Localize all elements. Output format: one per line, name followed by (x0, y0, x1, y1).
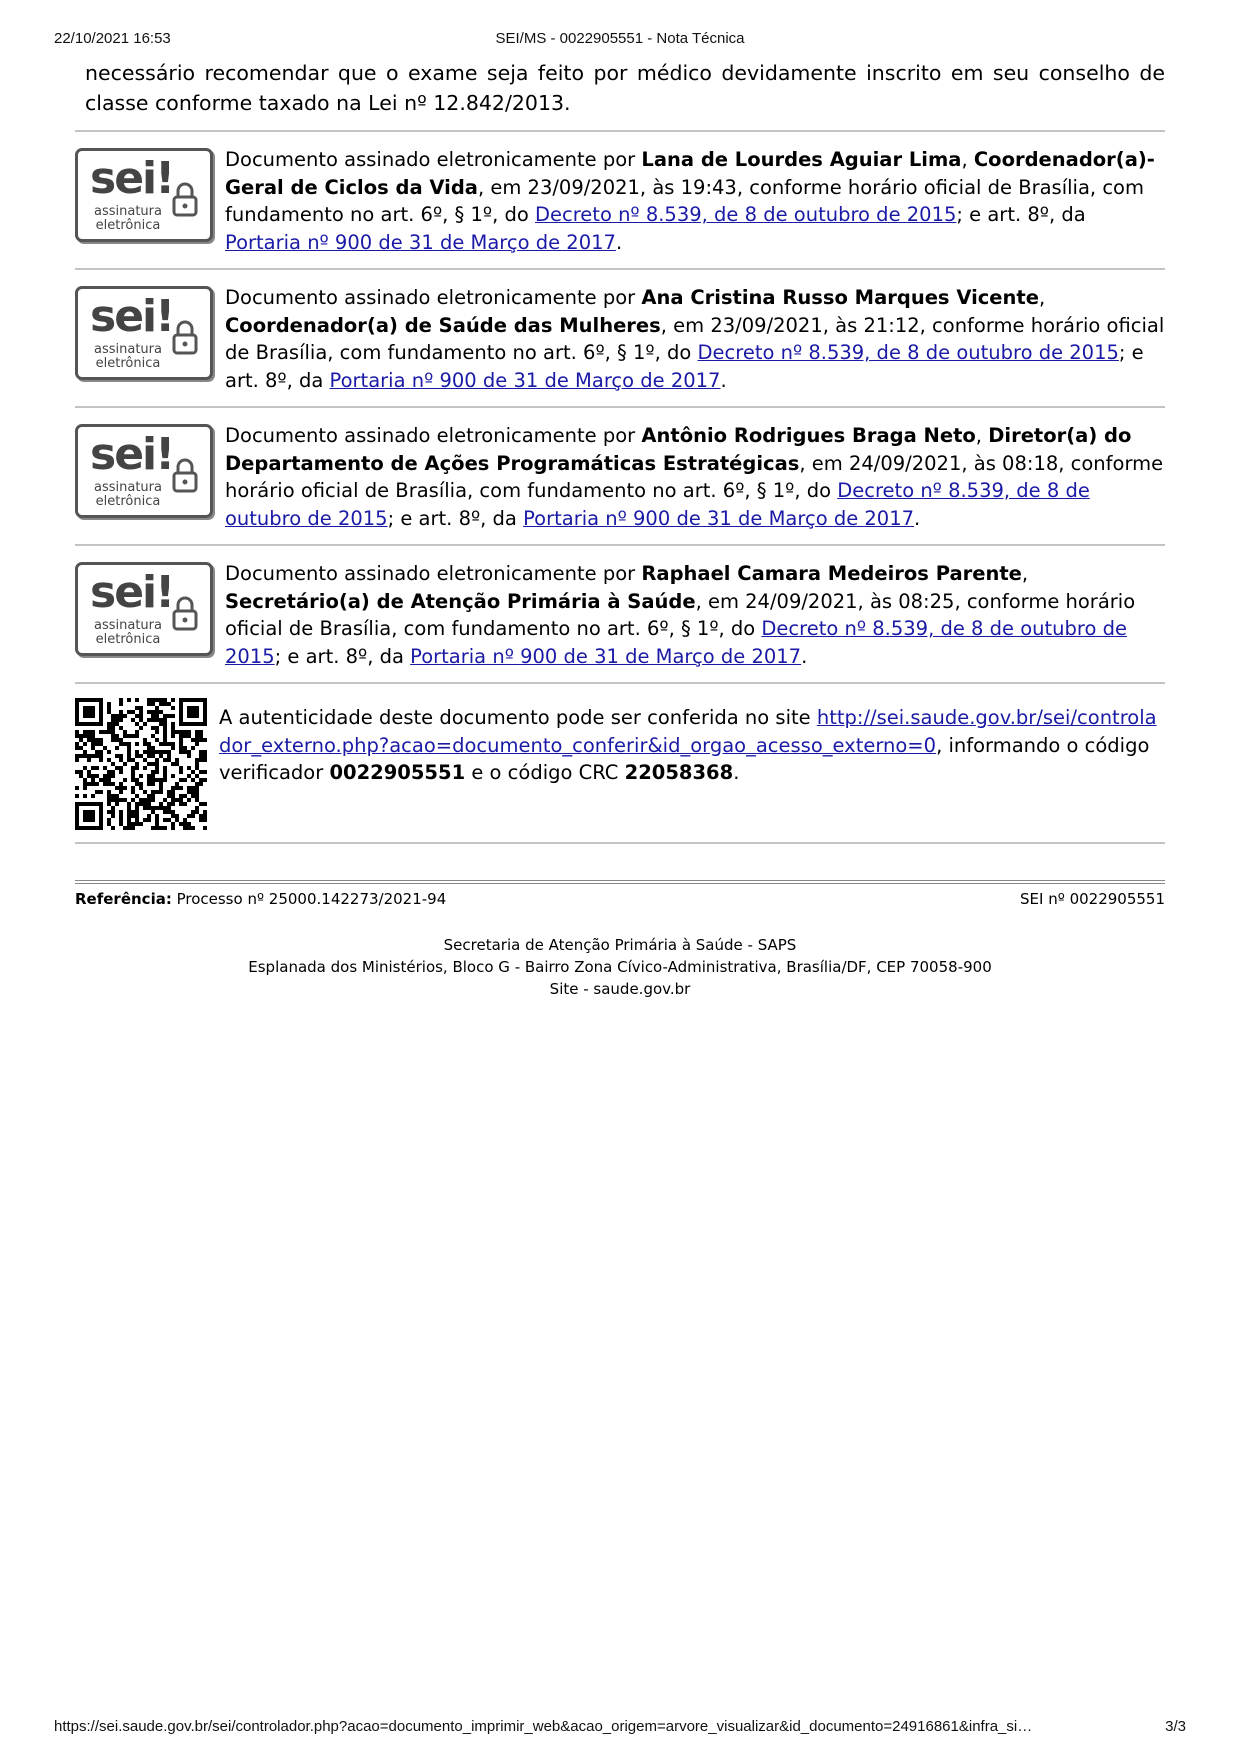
verification-crc: 22058368 (624, 761, 734, 784)
sei-signature-seal (75, 148, 213, 242)
verification-end: . (733, 761, 740, 784)
lock-icon (172, 457, 198, 493)
verification-row (75, 684, 1165, 844)
signature-row (75, 132, 1165, 270)
print-title: SEI/MS - 0022905551 - Nota Técnica (495, 30, 745, 47)
lock-icon (172, 319, 198, 355)
signer-name: Antônio Rodrigues Braga Neto (641, 424, 976, 447)
decree-link[interactable]: Decreto nº 8.539, de 8 de outubro de 2015 (697, 341, 1119, 364)
verification-link[interactable]: http://sei.saude.gov.br/sei/controlador_externo.php?acao=documento_conferir&id_orgao_acesso_externo=0 (219, 706, 1157, 757)
signature-row (75, 270, 1165, 408)
signer-role: Coordenador(a)-Geral de Ciclos da Vida (225, 148, 1155, 199)
signer-name: Raphael Camara Medeiros Parente (641, 562, 1022, 585)
signer-name: Lana de Lourdes Aguiar Lima (641, 148, 962, 171)
decree-link[interactable]: Decreto nº 8.539, de 8 de outubro de 2015 (225, 617, 1127, 668)
seal-subtitle: assinatura eletrônica (94, 480, 162, 509)
portaria-link[interactable]: Portaria nº 900 de 31 de Março de 2017 (410, 644, 802, 668)
reference-label: Referência: (75, 890, 172, 908)
reference-sei-number: SEI nº 0022905551 (1020, 890, 1165, 908)
decree-link[interactable]: Decreto nº 8.539, de 8 de outubro de 2015 (225, 479, 1090, 530)
decree-link[interactable]: Decreto nº 8.539, de 8 de outubro de 2015 (534, 203, 957, 226)
sei-signature-seal (75, 562, 213, 656)
signer-name: Ana Cristina Russo Marques Vicente (641, 286, 1039, 309)
intro-paragraph (85, 58, 1165, 118)
print-footer (54, 1718, 1186, 1738)
seal-subtitle: assinatura eletrônica (94, 618, 162, 647)
verification-intro: A autenticidade deste documento pode ser conferida no site (219, 706, 817, 729)
verification-mid: , informando o código verificador (219, 733, 1150, 784)
portaria-link[interactable]: Portaria nº 900 de 31 de Março de 2017 (523, 506, 915, 530)
signature-text: Documento assinado eletronicamente por Raphael Camara Medeiros Parente, Secretário(a) de Atenção Primária à Saúde, em 24/09/2021, às 08:25, conforme horário oficial de Brasília, com fundamento no art. 6º, § 1º, do Decreto nº 8.539, de 8 de outubro de 2015; e art. 8º, da Portaria nº 900 de 31 de Março de 2017. (225, 562, 1136, 668)
seal-logo-text: sei! (90, 291, 174, 342)
sei-signature-seal (75, 286, 213, 380)
seal-logo-text: sei! (90, 153, 174, 204)
seal-logo-text: sei! (90, 429, 174, 480)
lock-icon (172, 595, 198, 631)
address-line-2: Esplanada dos Ministérios, Bloco G - Bairro Zona Cívico-Administrativa, Brasília/DF, CEP 70058-900 (248, 958, 992, 976)
seal-subtitle: assinatura eletrônica (94, 204, 162, 233)
verification-text (219, 698, 1165, 830)
seal-logo-text: sei! (90, 567, 174, 618)
signature-table (75, 130, 1165, 844)
sei-signature-seal (75, 424, 213, 518)
address-line-1: Secretaria de Atenção Primária à Saúde - SAPS (443, 936, 797, 954)
print-url: https://sei.saude.gov.br/sei/controlador.php?acao=documento_imprimir_web&acao_origem=arvore_visualizar&id_documento=24916861&infra_si… (54, 1718, 1033, 1735)
address-line-3: Site - saude.gov.br (549, 980, 691, 998)
signature-text: Documento assinado eletronicamente por Ana Cristina Russo Marques Vicente, Coordenador(a) de Saúde das Mulheres, em 23/09/2021, às 21:12, conforme horário oficial de Brasília, com fundamento no art. 6º, § 1º, do Decreto nº 8.539, de 8 de outubro de 2015; e art. 8º, da Portaria nº 900 de 31 de Março de 2017. (225, 286, 1165, 392)
reference-process-number: Processo nº 25000.142273/2021-94 (171, 890, 447, 908)
verification-crc-label: e o código CRC (465, 761, 625, 784)
print-header (54, 30, 1186, 50)
lock-icon (172, 181, 198, 217)
signature-text: Documento assinado eletronicamente por Lana de Lourdes Aguiar Lima, Coordenador(a)-Geral de Ciclos da Vida, em 23/09/2021, às 19:43, conforme horário oficial de Brasília, com fundamento no art. 6º, § 1º, do Decreto nº 8.539, de 8 de outubro de 2015; e art. 8º, da Portaria nº 900 de 31 de Março de 2017. (225, 148, 1155, 254)
signer-role: Diretor(a) do Departamento de Ações Programáticas Estratégicas (225, 424, 1132, 475)
portaria-link[interactable]: Portaria nº 900 de 31 de Março de 2017 (225, 230, 616, 254)
reference-line (75, 880, 1165, 908)
print-datetime: 22/10/2021 16:53 (54, 30, 171, 47)
signature-text: Documento assinado eletronicamente por Antônio Rodrigues Braga Neto, Diretor(a) do Departamento de Ações Programáticas Estratégicas, em 24/09/2021, às 08:18, conforme horário oficial de Brasília, com fundamento no art. 6º, § 1º, do Decreto nº 8.539, de 8 de outubro de 2015; e art. 8º, da Portaria nº 900 de 31 de Março de 2017. (225, 424, 1164, 530)
signature-row (75, 546, 1165, 684)
qr-code (75, 698, 207, 830)
page-number: 3/3 (1165, 1718, 1186, 1735)
signer-role: Secretário(a) de Atenção Primária à Saúde (225, 589, 696, 613)
document-content (75, 58, 1165, 1000)
intro-text: necessário recomendar que o exame seja feito por médico devidamente inscrito em seu conselho de classe conforme taxado na Lei nº 12.842/2013. (85, 61, 1165, 115)
address-block (75, 934, 1165, 1000)
verification-code: 0022905551 (329, 761, 466, 784)
signer-role: Coordenador(a) de Saúde das Mulheres (225, 313, 661, 337)
signature-row (75, 408, 1165, 546)
reference-process (75, 890, 446, 908)
portaria-link[interactable]: Portaria nº 900 de 31 de Março de 2017 (329, 368, 721, 392)
seal-subtitle: assinatura eletrônica (94, 342, 162, 371)
